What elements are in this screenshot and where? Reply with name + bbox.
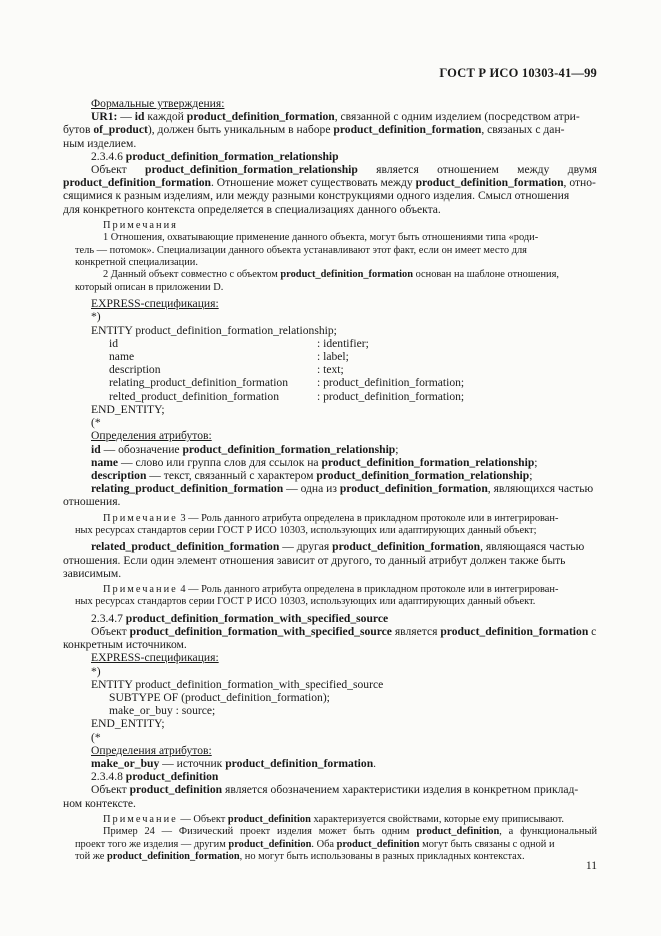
entity-subtype: SUBTYPE OF (product_definition_formation); xyxy=(109,690,330,704)
rule-ur1: UR1: — id каждой product_definition_formation, связанной с одним изделием (посредством атри- xyxy=(91,110,580,124)
example-24-line2: проект того же изделия — другим product_definition. Оба product_definition могут быть связаны с одной и xyxy=(75,838,555,850)
note-2-line2: который описан в приложении D. xyxy=(75,281,224,293)
section-2348-heading: 2.3.4.8 product_definition xyxy=(91,770,219,784)
attr-def-description: description — текст, связанный с характером product_definition_formation_relationship; xyxy=(91,468,533,482)
para-2348-line2: ном контексте. xyxy=(63,796,136,810)
note-5 xyxy=(63,814,597,864)
entity-attribute-2: make_or_buy : source; xyxy=(109,704,216,718)
formal-statements-heading: Формальные утверждения: xyxy=(91,97,225,110)
page-number: 11 xyxy=(585,859,597,872)
rule-ur1-cont: бутов of_product), должен быть уникальным в наборе product_definition_formation, связаных с дан- xyxy=(63,123,565,137)
note-4 xyxy=(63,584,597,609)
para-2346-line2: product_definition_formation. Отношение может существовать между product_definition_formation, отно- xyxy=(63,176,596,190)
attr-def-name: name — слово или группа слов для ссылок на product_definition_formation_relationship; xyxy=(91,455,538,469)
note-1-line1: 1 Отношения, охватывающие применение данного объекта, могут быть отношениями типа «роди- xyxy=(103,232,539,244)
entity-attribute: relted_product_definition_formation : product_definition_formation; xyxy=(109,389,465,403)
section-2346-heading: 2.3.4.6 product_definition_formation_relationship xyxy=(91,149,339,163)
para-2348-line1: Объект product_definition является обозначением характеристики изделия в конкретном приклад- xyxy=(91,783,579,797)
note-5-line1: Примечание — Объект product_definition характеризуется свойствами, которые ему приписывают. xyxy=(103,813,564,825)
entity-declaration: ENTITY product_definition_formation_relationship; xyxy=(91,323,337,337)
para-2347-line1: Объект product_definition_formation_with_specified_source является product_definition_formation с xyxy=(91,624,597,638)
example-24-line1: Пример 24 — Физический проект изделия может быть одним product_definition, а функциональный xyxy=(103,826,598,838)
entity-declaration-2: ENTITY product_definition_formation_with_specified_source xyxy=(91,677,384,691)
express-heading-2: EXPRESS-спецификация: xyxy=(91,651,219,665)
para-2346-line4: для конкретного контекста определяется в специализациях данного объекта. xyxy=(63,202,441,216)
express-heading: EXPRESS-спецификация: xyxy=(91,297,219,311)
note-4-line1: Примечание 4 — Роль данного атрибута определена в прикладном протоколе или в интегрирован- xyxy=(103,583,559,595)
note-1-line2: тель — потомок». Специализации данного объекта устанавливают этот факт, если он имеет место для xyxy=(75,244,527,256)
entity-attribute: relating_product_definition_formation : product_definition_formation; xyxy=(109,376,465,390)
attr-defs-heading-2: Определения атрибутов: xyxy=(91,743,212,757)
page-content xyxy=(63,97,597,863)
section-2347-heading: 2.3.4.7 product_definition_formation_with_specified_source xyxy=(91,611,389,625)
para-2347-line2: конкретным источником. xyxy=(63,638,187,652)
attr-def-related: related_product_definition_formation — другая product_definition_formation, являющаяся частью xyxy=(91,540,585,554)
attr-def-relating-cont: отношения. xyxy=(63,495,121,509)
notes-block-1 xyxy=(63,220,597,294)
note-3 xyxy=(63,513,597,538)
express-open-2: *) xyxy=(91,664,101,678)
note-2-line1: 2 Данный объект совместно с объектом product_definition_formation основан на шаблоне отношения, xyxy=(103,269,559,281)
para-2346-line3: сящимися к разным изделиям, или между разными конструкциями одного изделия. Смысл отношения xyxy=(63,189,570,203)
rule-ur1-end: ным изделием. xyxy=(63,136,137,150)
attr-def-id: id — обозначение product_definition_formation_relationship; xyxy=(91,442,399,456)
standard-header: ГОСТ Р ИСО 10303-41—99 xyxy=(439,66,597,80)
express-spec-1 xyxy=(63,297,597,429)
attr-def-related-end: зависимым. xyxy=(63,566,122,580)
note-4-line2: ных ресурсах стандартов серии ГОСТ Р ИСО 10303, использующих или адаптирующих данный объект. xyxy=(75,596,536,608)
example-24-line3: той же product_definition_formation, но могут быть использованы в разных прикладных контекстах. xyxy=(75,851,525,863)
attr-defs-heading: Определения атрибутов: xyxy=(91,429,212,443)
attr-def-make-or-buy: make_or_buy — источник product_definition_formation. xyxy=(91,756,377,770)
note-3-line2: ных ресурсах стандартов серии ГОСТ Р ИСО 10303, использующих или адаптирующих данный объект; xyxy=(75,524,537,536)
entity-end-2: END_ENTITY; xyxy=(91,717,165,731)
note-1-line3: конкретной специализации. xyxy=(75,257,198,269)
entity-attributes xyxy=(63,337,597,403)
entity-attribute: name : label; xyxy=(109,350,349,364)
notes-title: Примечания xyxy=(103,219,178,231)
note-3-line1: Примечание 3 — Роль данного атрибута определена в прикладном протоколе или в интегрирован- xyxy=(103,512,559,524)
attr-def-related-cont: отношения. Если один элемент отношения зависит от другого, то данный атрибут должен также быть xyxy=(63,553,566,567)
entity-attribute: description : text; xyxy=(109,363,344,377)
express-close: (* xyxy=(91,416,101,430)
express-close-2: (* xyxy=(91,730,101,744)
entity-end: END_ENTITY; xyxy=(91,402,165,416)
para-2346-line1: Объект product_definition_formation_relationship является отношением между двумя xyxy=(91,163,597,177)
express-open: *) xyxy=(91,310,101,324)
attr-def-relating: relating_product_definition_formation — одна из product_definition_formation, являющихся частью xyxy=(91,482,594,496)
entity-attribute: id : identifier; xyxy=(109,336,369,350)
